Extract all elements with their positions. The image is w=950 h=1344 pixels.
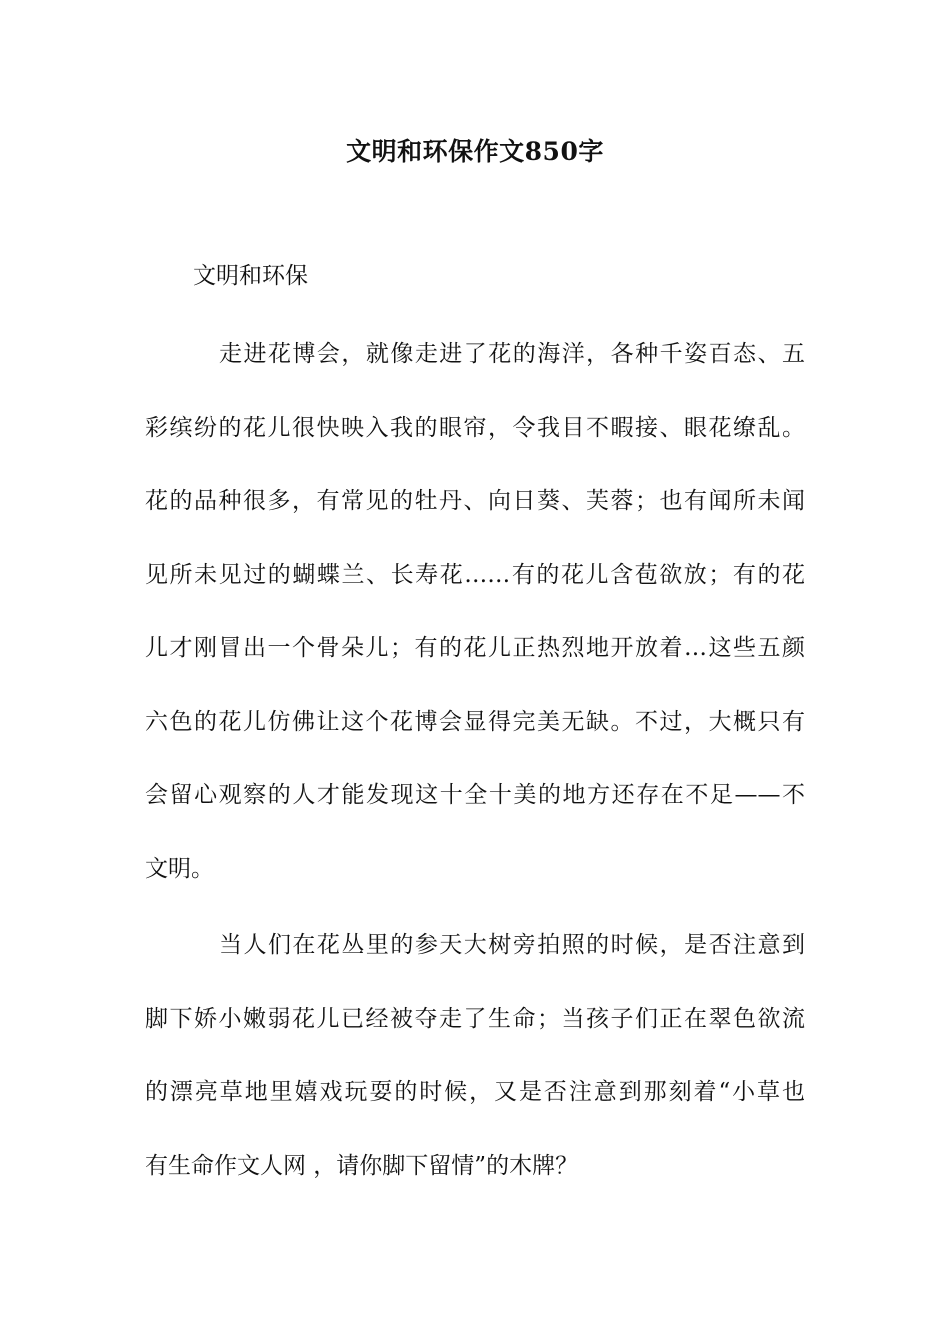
paragraph-line: 的漂亮草地里嬉戏玩耍的时候，又是否注意到那刻着“小草也 [145,1079,805,1105]
paragraph-line: 见所未见过的蝴蝶兰、长寿花……有的花儿含苞欲放；有的花 [145,561,805,588]
document-title: 文明和环保作文850字 [346,137,604,166]
paragraph-line: 文明。 [145,855,214,882]
paragraph-2 [145,909,805,1203]
paragraph-line: 脚下娇小嫩弱花儿已经被夺走了生命；当孩子们正在翠色欲流 [145,1005,805,1032]
paragraph-line: 花的品种很多，有常见的牡丹、向日葵、芙蓉；也有闻所未闻 [145,488,805,514]
paragraph-line: 有生命作文人网 ，请你脚下留情”的木牌？ [145,1152,579,1179]
paragraph-line: 彩缤纷的花儿很快映入我的眼帘，令我目不暇接、眼花缭乱。 [145,414,805,441]
paragraph-line: 当人们在花丛里的参天大树旁拍照的时候，是否注意到 [219,932,805,958]
document-subtitle: 文明和环保 [193,263,308,289]
paragraph-line: 会留心观察的人才能发现这十全十美的地方还存在不足——不 [145,782,805,808]
paragraph-line: 六色的花儿仿佛让这个花博会显得完美无缺。不过，大概只有 [145,708,805,735]
paragraph-line: 儿才刚冒出一个骨朵儿；有的花儿正热烈地开放着…这些五颜 [145,635,805,661]
paragraph-line: 走进花博会，就像走进了花的海洋，各种千姿百态、五 [219,341,805,367]
paragraph-1 [145,318,805,906]
